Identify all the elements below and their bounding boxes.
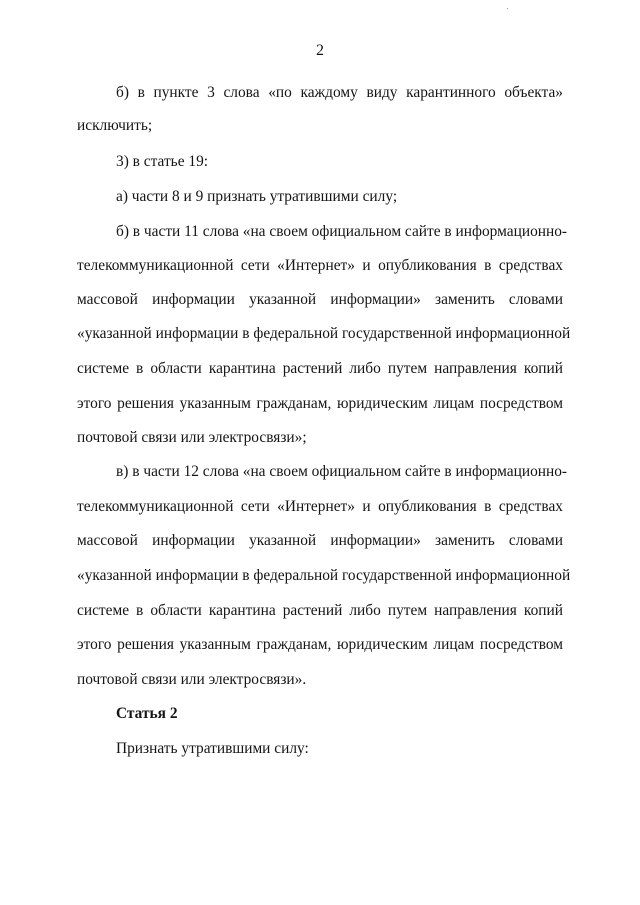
text-line: этого решения указанным гражданам, юридическим лицам посредством [77, 636, 563, 653]
text-line: 3) в статье 19: [116, 153, 209, 170]
text-line: этого решения указанным гражданам, юридическим лицам посредством [77, 395, 563, 412]
scan-speck [507, 8, 508, 9]
text-line: Признать утратившими силу: [116, 740, 309, 757]
text-line: телекоммуникационной сети «Интернет» и опубликования в средствах [77, 498, 563, 515]
text-line: а) части 8 и 9 признать утратившими силу; [116, 188, 398, 205]
text-line: почтовой связи или электросвязи»; [77, 429, 307, 446]
text-line: исключить; [77, 117, 153, 134]
page-number: 2 [316, 42, 324, 59]
text-line: массовой информации указанной информации» заменить словами [77, 291, 563, 308]
text-line: «указанной информации в федеральной государственной информационной [77, 567, 571, 584]
text-line: системе в области карантина растений либо путем направления копий [77, 602, 563, 619]
text-line: телекоммуникационной сети «Интернет» и опубликования в средствах [77, 257, 563, 274]
text-line: в) в части 12 слова «на своем официальном сайте в информационно- [116, 463, 568, 480]
article-heading: Статья 2 [116, 705, 178, 722]
text-line: системе в области карантина растений либо путем направления копий [77, 360, 563, 377]
text-line: массовой информации указанной информации» заменить словами [77, 532, 563, 549]
text-line: почтовой связи или электросвязи». [77, 671, 307, 688]
text-line: «указанной информации в федеральной государственной информационной [77, 325, 571, 342]
text-line: б) в части 11 слова «на своем официальном сайте в информационно- [116, 223, 568, 240]
text-line: б) в пункте 3 слова «по каждому виду карантинного объекта» [116, 84, 563, 101]
